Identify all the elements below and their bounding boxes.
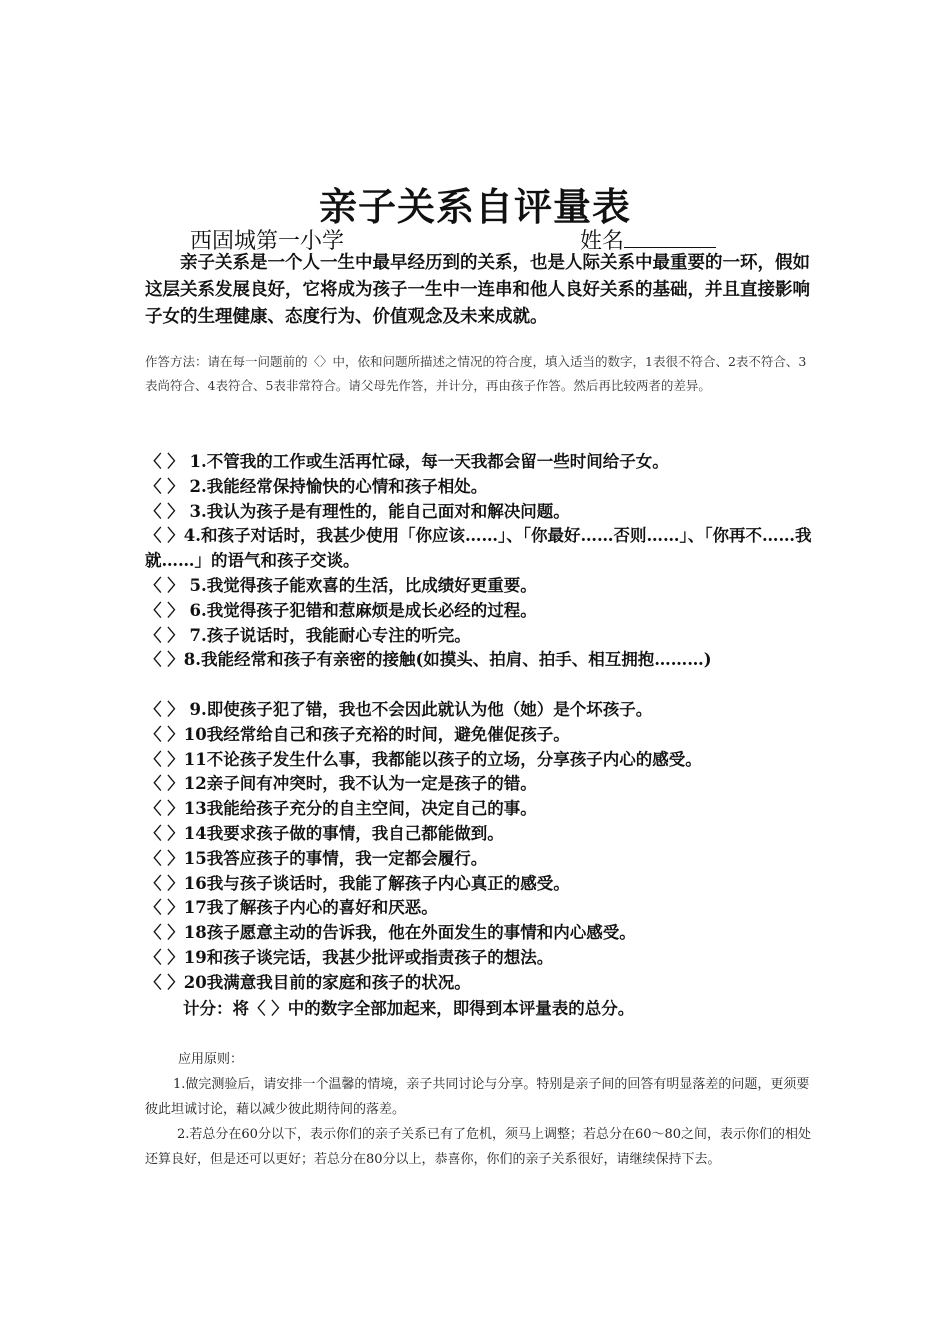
principles-title: 应用原则：: [178, 1052, 244, 1067]
question-item[interactable]: 〈 〉 2.我能经常保持愉快的心情和孩子相处。: [145, 476, 488, 496]
question-item[interactable]: 〈 〉11不论孩子发生什么事，我都能以孩子的立场，分享孩子内心的感受。: [145, 749, 702, 769]
question-item[interactable]: 〈 〉15我答应孩子的事情，我一定都会履行。: [145, 848, 488, 868]
principle-2: 2.若总分在60分以下，表示你们的亲子关系已有了危机，须马上调整；若总分在60～80之间，表示你们的相处还算良好，但是还可以更好；若总分在80分以上，恭喜你，你们的亲子关系很好，请继续保持下去。: [145, 1127, 812, 1167]
question-item[interactable]: 〈 〉12亲子间有冲突时，我不认为一定是孩子的错。: [145, 774, 537, 794]
intro-paragraph: [145, 250, 820, 331]
question-item[interactable]: 〈 〉17我了解孩子内心的喜好和厌恶。: [145, 898, 438, 918]
question-item[interactable]: 〈 〉18孩子愿意主动的告诉我，他在外面发生的事情和内心感受。: [145, 923, 636, 943]
question-item[interactable]: 〈 〉14我要求孩子做的事情，我自己都能做到。: [145, 823, 504, 843]
question-item[interactable]: 〈 〉13我能给孩子充分的自主空间，决定自己的事。: [145, 799, 537, 819]
question-item[interactable]: 〈 〉20我满意我目前的家庭和孩子的状况。: [145, 972, 471, 992]
answer-method: 作答方法：请在每一问题前的〈〉中，依和问题所描述之情况的符合度，填入适当的数字，1表很不符合、2表不符合、3表尚符合、4表符合、5表非常符合。请父母先作答，并计分，再由孩子作答。然后再比较两者的差异。: [145, 354, 807, 393]
scoring-note: 计分：将〈 〉中的数字全部加起来，即得到本评量表的总分。: [183, 999, 635, 1018]
intro-text: 亲子关系是一个人一生中最早经历到的关系，也是人际关系中最重要的一环，假如这层关系发展良好，它将成为孩子一生中一连串和他人良好关系的基础，并且直接影响子女的生理健康、态度行为、价值观念及未来成就。: [145, 253, 810, 327]
question-item[interactable]: 〈 〉 5.我觉得孩子能欢喜的生活，比成绩好更重要。: [145, 575, 537, 595]
spacer: [145, 673, 825, 698]
question-item[interactable]: 〈 〉4.和孩子对话时，我甚少使用「你应该……」、「你最好……否则……」、「你再不……我就……」的语气和孩子交谈。: [145, 526, 812, 571]
question-item[interactable]: 〈 〉16我与孩子谈话时，我能了解孩子内心真正的感受。: [145, 873, 570, 893]
page-title: 亲子关系自评量表: [318, 185, 631, 229]
question-list: [145, 450, 825, 996]
question-item[interactable]: 〈 〉 6.我觉得孩子犯错和惹麻烦是成长必经的过程。: [145, 600, 537, 620]
name-label: 姓名: [580, 229, 625, 254]
question-item[interactable]: 〈 〉 3.我认为孩子是有理性的，能自己面对和解决问题。: [145, 501, 570, 521]
name-blank-line[interactable]: [624, 227, 716, 248]
application-principles: [145, 1047, 815, 1172]
question-item[interactable]: 〈 〉 7.孩子说话时，我能耐心专注的听完。: [145, 625, 471, 645]
principle-1: 1.做完测验后，请安排一个温馨的情境，亲子共同讨论与分享。特别是亲子间的回答有明显落差的问题，更须要彼此坦诚讨论，藉以减少彼此期待间的落差。: [145, 1077, 810, 1117]
question-item[interactable]: 〈 〉 1.不管我的工作或生活再忙碌，每一天我都会留一些时间给子女。: [145, 452, 669, 471]
school-name: 西固城第一小学: [190, 229, 345, 254]
question-item[interactable]: 〈 〉 9.即使孩子犯了错，我也不会因此就认为他（她）是个坏孩子。: [145, 699, 653, 719]
question-item[interactable]: 〈 〉19和孩子谈完话，我甚少批评或指责孩子的想法。: [145, 947, 554, 967]
question-item[interactable]: 〈 〉8.我能经常和孩子有亲密的接触(如摸头、拍肩、拍手、相互拥抱………): [145, 650, 712, 670]
question-item[interactable]: 〈 〉10我经常给自己和孩子充裕的时间，避免催促孩子。: [145, 724, 570, 744]
